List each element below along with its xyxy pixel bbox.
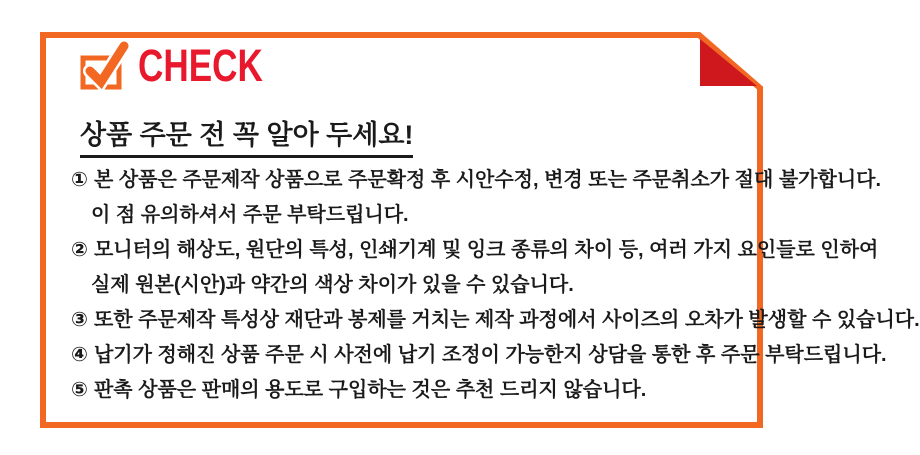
notice-line (71, 303, 920, 338)
notice-line: 실제 원본(시안)과 약간의 색상 차이가 있을 수 있습니다. (91, 274, 574, 296)
item-number: ① (71, 169, 88, 191)
notice-text: 납기가 정해진 상품 주문 시 사전에 납기 조정이 가능한지 상담을 통한 후 주문 부탁드립니다. (93, 344, 887, 366)
notice-text: 본 상품은 주문제작 상품으로 주문확정 후 시안수정, 변경 또는 주문취소가 절대 불가합니다. (93, 169, 882, 191)
checkbox-check-icon (79, 38, 129, 92)
list-item (71, 303, 920, 338)
list-item (71, 373, 920, 408)
list-item (71, 163, 920, 233)
notice-list (71, 163, 920, 408)
notice-line (71, 373, 920, 408)
notice-heading (80, 113, 413, 158)
item-number: ② (71, 239, 88, 261)
notice-line (71, 233, 920, 268)
notice-line: 이 점 유의하셔서 주문 부탁드립니다. (91, 204, 409, 226)
notice-line (71, 163, 920, 198)
item-number: ⑤ (71, 379, 88, 401)
logo-text: CHECK (138, 39, 263, 91)
list-item (71, 233, 920, 303)
notice-heading-text: 상품 주문 전 꼭 알아 두세요! (80, 113, 413, 158)
check-logo (79, 38, 298, 92)
notice-text: 판촉 상품은 판매의 용도로 구입하는 것은 추천 드리지 않습니다. (93, 379, 647, 401)
notice-text: 모니터의 해상도, 원단의 특성, 인쇄기계 및 잉크 종류의 차이 등, 여러 가지 요인들로 인하여 (93, 239, 879, 261)
item-number: ④ (71, 344, 88, 366)
notice-text: 또한 주문제작 특성상 재단과 봉제를 거치는 제작 과정에서 사이즈의 오차가 발생할 수 있습니다. (93, 309, 920, 331)
notice-line (71, 338, 920, 373)
item-number: ③ (71, 309, 88, 331)
list-item (71, 338, 920, 373)
